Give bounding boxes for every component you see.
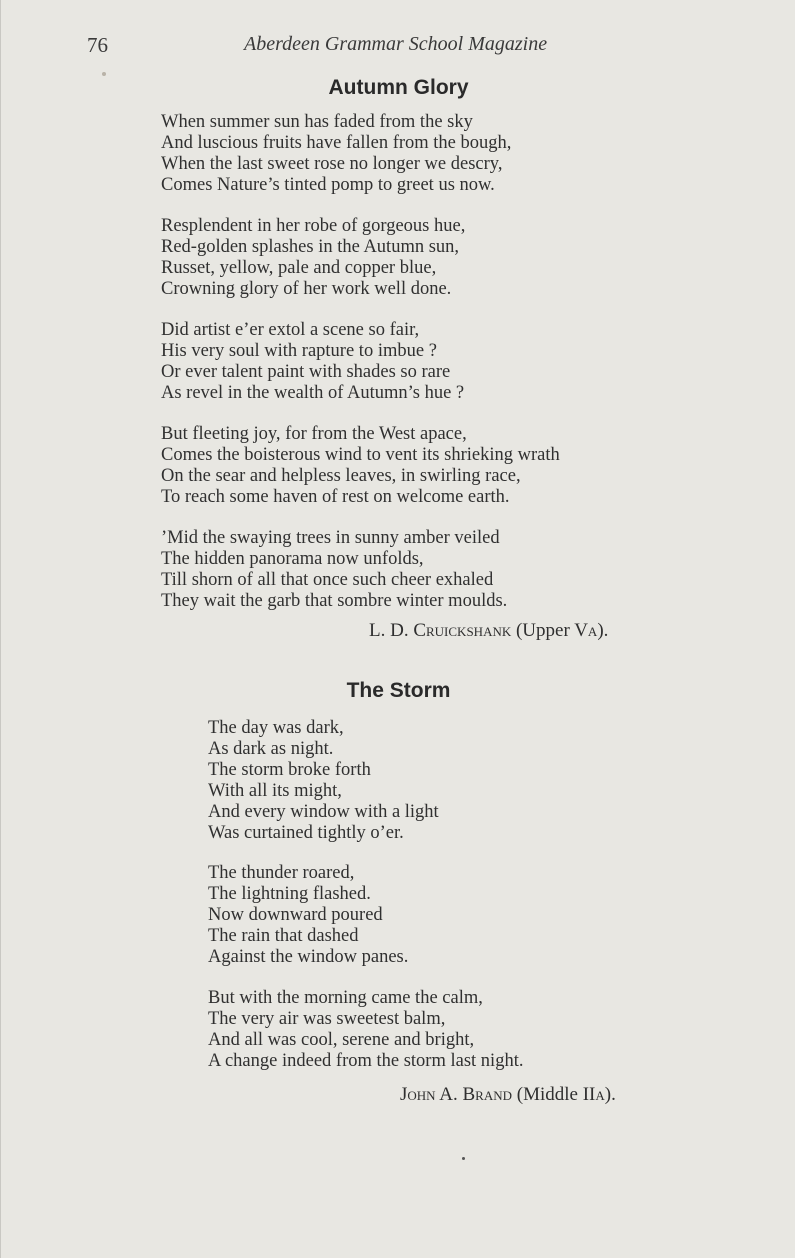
- poem-line: Now downward poured: [208, 905, 383, 925]
- poem-line: When the last sweet rose no longer we descry,: [161, 154, 503, 174]
- running-head: Aberdeen Grammar School Magazine: [244, 33, 548, 55]
- stanza: [161, 424, 560, 508]
- poem-line: As revel in the wealth of Autumn’s hue ?: [161, 383, 465, 403]
- poem-line: Crowning glory of her work well done.: [161, 279, 452, 299]
- poem-line: A change indeed from the storm last night.: [208, 1051, 524, 1071]
- poem-line: Till shorn of all that once such cheer exhaled: [161, 570, 494, 590]
- poem-line: Against the window panes.: [208, 947, 409, 967]
- author-initials: L. D.: [369, 620, 414, 641]
- poem-line: To reach some haven of rest on welcome earth.: [161, 487, 510, 507]
- poem-line: With all its might,: [208, 781, 342, 801]
- poem-line: Resplendent in her robe of gorgeous hue,: [161, 216, 466, 236]
- poem-line: The rain that dashed: [208, 926, 359, 946]
- author-class-letter: a: [587, 620, 598, 641]
- page-header: [1, 33, 795, 63]
- author-class-letter: a: [595, 1084, 605, 1105]
- author-class-close: ).: [604, 1084, 616, 1105]
- stanza: [161, 216, 465, 300]
- stanza: [161, 320, 464, 404]
- poem-line: When summer sun has faded from the sky: [161, 112, 473, 132]
- poem-line: Or ever talent paint with shades so rare: [161, 362, 451, 382]
- poem-line: The hidden panorama now unfolds,: [161, 549, 424, 569]
- author-surname: Brand: [462, 1084, 513, 1105]
- poem-line: They wait the garb that sombre winter moulds.: [161, 591, 508, 611]
- poem-line: Comes Nature’s tinted pomp to greet us now.: [161, 175, 495, 195]
- stanza: [208, 988, 523, 1072]
- poem-line: ’Mid the swaying trees in sunny amber veiled: [161, 528, 500, 548]
- poem-line: As dark as night.: [208, 739, 334, 759]
- stanza: [208, 718, 439, 844]
- poem-line: On the sear and helpless leaves, in swirling race,: [161, 466, 521, 486]
- stanza: [161, 112, 511, 196]
- poem-line: The storm broke forth: [208, 760, 371, 780]
- paper-speck: [462, 1157, 465, 1160]
- poem-line: And every window with a light: [208, 802, 439, 822]
- poem-line: Comes the boisterous wind to vent its shrieking wrath: [161, 445, 560, 465]
- author-byline-brand: [400, 1084, 616, 1106]
- author-class: (Upper V: [511, 620, 588, 641]
- poem-line: The thunder roared,: [208, 863, 355, 883]
- author-middle-initial: A.: [435, 1084, 463, 1105]
- author-byline-cruickshank: [369, 620, 608, 642]
- poem-line: Russet, yellow, pale and copper blue,: [161, 258, 437, 278]
- poem-line: The very air was sweetest balm,: [208, 1009, 446, 1029]
- author-class-close: ).: [597, 620, 609, 641]
- poem-line: And all was cool, serene and bright,: [208, 1030, 475, 1050]
- poem-line: And luscious fruits have fallen from the bough,: [161, 133, 512, 153]
- poem-line: But fleeting joy, for from the West apace,: [161, 424, 467, 444]
- poem-line: The day was dark,: [208, 718, 344, 738]
- stanza: [208, 863, 408, 968]
- poem-line: Was curtained tightly o’er.: [208, 823, 404, 843]
- poem-title-the-storm: The Storm: [346, 679, 451, 702]
- page-number: 76: [87, 33, 108, 57]
- stanza: [161, 528, 507, 612]
- poem-title-autumn-glory: Autumn Glory: [328, 76, 469, 99]
- poem-line: Did artist e’er extol a scene so fair,: [161, 320, 420, 340]
- author-surname: Cruickshank: [413, 620, 512, 641]
- poem-line: His very soul with rapture to imbue ?: [161, 341, 437, 361]
- poem-line: But with the morning came the calm,: [208, 988, 483, 1008]
- author-class: (Middle II: [512, 1084, 596, 1105]
- author-first-name: John: [400, 1084, 436, 1105]
- poem-line: Red-golden splashes in the Autumn sun,: [161, 237, 460, 257]
- poem-line: The lightning flashed.: [208, 884, 371, 904]
